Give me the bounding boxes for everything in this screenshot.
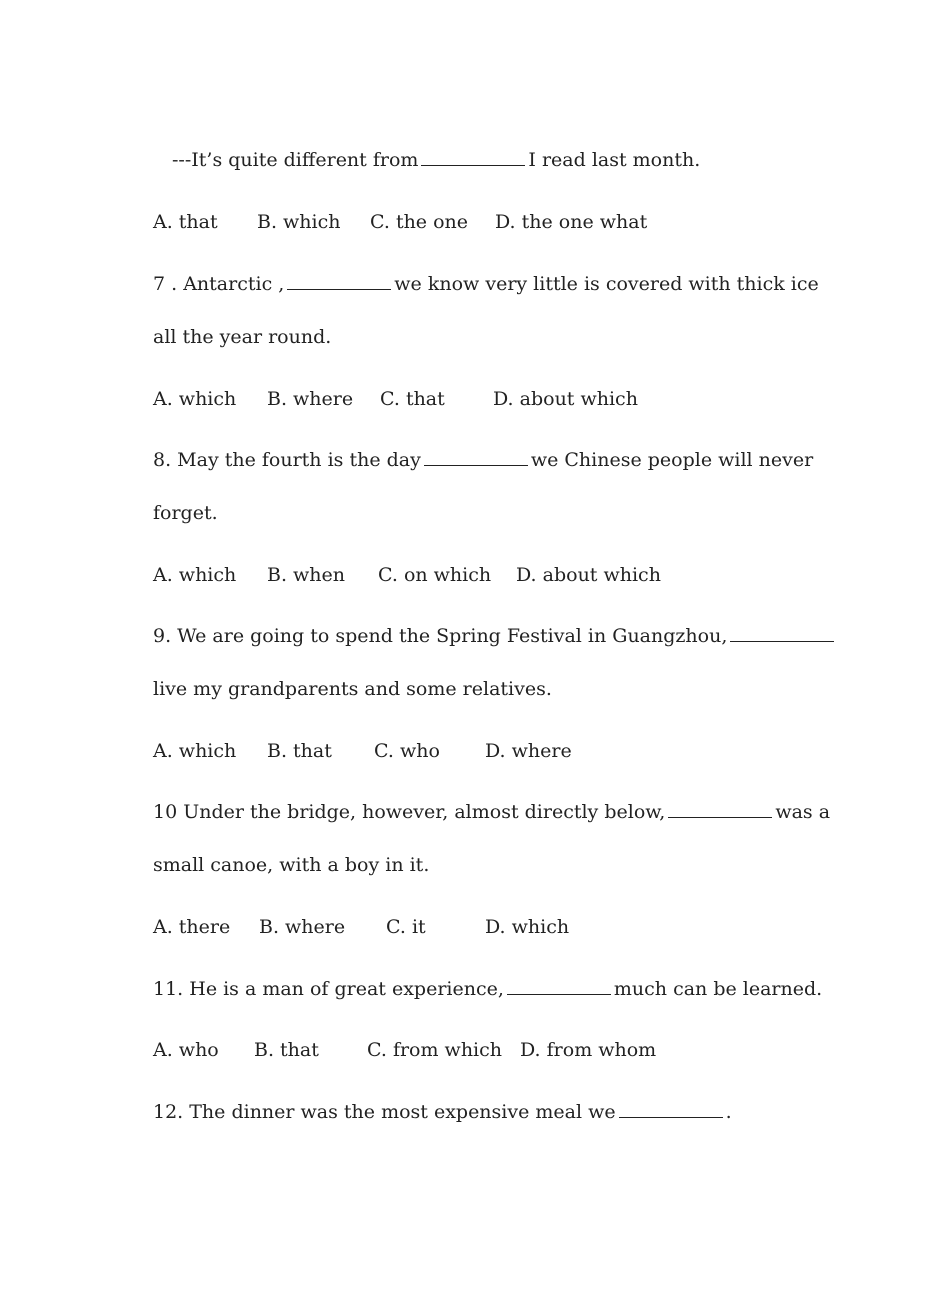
question-8-stem [153, 448, 813, 472]
q7-text-pre: 7 . Antarctic , [153, 273, 285, 295]
q8-text-pre: 8. May the fourth is the day [153, 449, 421, 471]
q6-text-post: I read last month. [528, 149, 701, 171]
q8-option-b: B. when [267, 564, 346, 586]
q10-option-b: B. where [259, 916, 346, 938]
q7-option-d: D. about which [493, 388, 638, 410]
q8-option-a: A. which [153, 564, 237, 586]
q11-option-c: C. from which [367, 1039, 503, 1061]
question-10-stem-cont: small canoe, with a boy in it. [153, 854, 430, 876]
q8-blank [424, 451, 528, 466]
q10-option-d: D. which [485, 916, 570, 938]
q7-option-a: A. which [153, 388, 237, 410]
q9-text-pre: 9. We are going to spend the Spring Festival in Guangzhou, [153, 625, 728, 647]
q8-text-post: we Chinese people will never [530, 449, 814, 471]
q11-text-post: much can be learned. [613, 978, 823, 1000]
q9-blank [730, 627, 834, 642]
q6-option-b: B. which [257, 211, 341, 233]
q11-option-d: D. from whom [520, 1039, 657, 1061]
question-12-stem [153, 1100, 732, 1124]
q7-text-post: we know very little is covered with thick ice [394, 273, 819, 295]
question-7-stem-cont: all the year round. [153, 326, 332, 348]
question-6-stem [172, 148, 700, 172]
question-10-stem [153, 800, 830, 824]
question-9-stem-cont: live my grandparents and some relatives. [153, 678, 552, 700]
q11-blank [507, 980, 611, 995]
q12-blank [619, 1103, 723, 1118]
question-11-stem [153, 977, 822, 1001]
question-8-stem-cont: forget. [153, 502, 218, 524]
q10-option-a: A. there [153, 916, 231, 938]
q9-option-b: B. that [267, 740, 332, 762]
q10-text-pre: 10 Under the bridge, however, almost directly below, [153, 801, 666, 823]
q8-option-c: C. on which [378, 564, 492, 586]
question-7-stem [153, 272, 819, 296]
q10-option-c: C. it [386, 916, 426, 938]
q11-option-a: A. who [153, 1039, 219, 1061]
q9-option-d: D. where [485, 740, 572, 762]
q6-option-a: A. that [153, 211, 218, 233]
q6-text-pre: ---It’s quite different from [172, 149, 419, 171]
q6-blank [421, 151, 525, 166]
q7-blank [287, 275, 391, 290]
q7-option-b: B. where [267, 388, 354, 410]
q11-text-pre: 11. He is a man of great experience, [153, 978, 504, 1000]
q7-option-c: C. that [380, 388, 445, 410]
question-9-stem [153, 624, 837, 648]
q12-text-pre: 12. The dinner was the most expensive meal we [153, 1101, 616, 1123]
q10-text-post: was a [775, 801, 831, 823]
q6-option-d: D. the one what [495, 211, 648, 233]
q6-option-c: C. the one [370, 211, 469, 233]
q9-option-c: C. who [374, 740, 440, 762]
q11-option-b: B. that [254, 1039, 319, 1061]
q10-blank [668, 803, 772, 818]
q12-text-post: . [725, 1101, 732, 1123]
q8-option-d: D. about which [516, 564, 661, 586]
q9-option-a: A. which [153, 740, 237, 762]
